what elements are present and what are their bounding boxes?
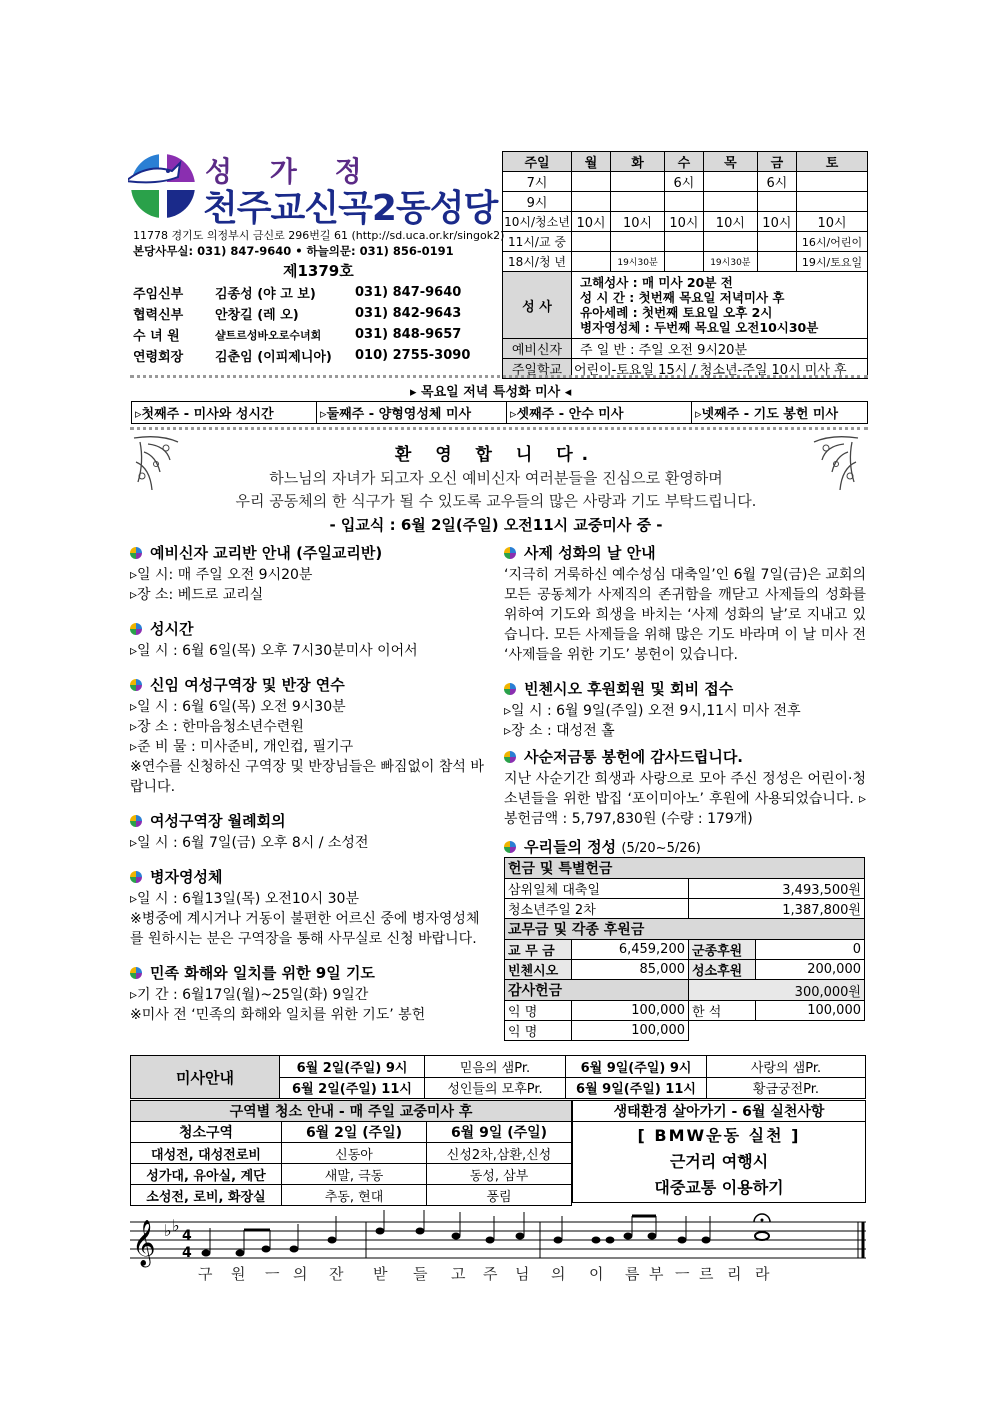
thursday-title: ▸ 목요일 저녁 특성화 미사 ◂ <box>410 385 572 400</box>
church-name-small: 성 가 정 <box>205 155 376 188</box>
thursday-row <box>132 402 868 424</box>
notice-title <box>130 811 490 831</box>
offering-item: 삼위일체 대축일 <box>505 879 689 899</box>
offering-row <box>505 1001 865 1021</box>
bullet-icon <box>504 683 516 695</box>
offering-section-title: 헌금 및 특별헌금 <box>505 858 865 879</box>
schedule-row <box>503 192 868 212</box>
lyric-syllable: 라 <box>755 1265 770 1283</box>
notice-title-text: 사제 성화의 날 안내 <box>524 544 656 562</box>
staff-row <box>133 303 470 324</box>
bullet-icon <box>130 547 142 559</box>
offering-row <box>505 960 865 980</box>
staff-role: 수 녀 원 <box>133 329 180 344</box>
notice-line: ▹장 소 : 한마음청소년수련원 <box>130 719 304 735</box>
cleaning-area: 소성전, 로비, 화장실 <box>131 1185 282 1206</box>
offering-row <box>505 879 865 899</box>
staff-row <box>133 345 470 366</box>
eco-line: [ BMW운동 실천 ] <box>637 1126 801 1145</box>
mass-row <box>131 1056 866 1078</box>
eco-body-row <box>573 1122 866 1203</box>
staff-phone: 031) 847-9640 <box>355 285 462 300</box>
staff-role: 연령회장 <box>133 350 184 365</box>
offering-table <box>504 857 865 1041</box>
lyric-syllable: 부 <box>649 1265 664 1283</box>
mass-date: 6월 9일(주일) 11시 <box>566 1077 707 1099</box>
flat-icon: ♭ <box>164 1221 172 1240</box>
welcome-title: 환 영 합 니 다. <box>394 445 598 465</box>
sacrament-item: 유아세례 : 첫번째 토요일 오후 2시 <box>580 305 773 320</box>
thursday-mass-table <box>131 401 868 424</box>
thursday-week: ▹셋째주 - 안수 미사 <box>507 402 692 424</box>
offering-amount: 100,000 <box>572 1001 689 1021</box>
address: 11778 경기도 의정부시 금신로 296번길 61 (http://sd.uca.or.kr/singok2) <box>133 229 505 242</box>
cleaning-table <box>130 1100 572 1206</box>
schedule-cell <box>704 172 758 192</box>
bullet-icon <box>130 679 142 691</box>
schedule-cell: 19시/토요일 <box>797 252 868 272</box>
notice-line: ※병중에 계시거나 거동이 불편한 어르신 중에 병자영성체를 원하시는 분은 구역장을 통해 사무실로 신청 바랍니다. <box>130 911 480 947</box>
cleaning-group: 동성, 삼부 <box>427 1164 572 1185</box>
cleaning-title: 구역별 청소 안내 - 매 주일 교중미사 후 <box>131 1101 572 1122</box>
sacrament-item: 병자영성체 : 두번째 목요일 오전10시30분 <box>580 320 819 335</box>
schedule-cell <box>611 192 665 212</box>
schedule-cell: 11시/교 중 <box>503 232 572 252</box>
staff-row <box>133 282 470 303</box>
time-signature: 4 <box>182 1245 192 1261</box>
schedule-cell: 10시 <box>611 212 665 232</box>
bullet-icon <box>504 751 516 763</box>
cleaning-row <box>131 1185 572 1206</box>
schedule-row <box>503 232 868 252</box>
catechumen-row <box>503 339 868 359</box>
staff-name: 샬트르성바오로수녀회 <box>215 328 322 342</box>
cleaning-header: 6월 2일 (주일) <box>282 1122 427 1143</box>
schedule-cell <box>611 172 665 192</box>
day-header: 토 <box>797 152 868 172</box>
eco-line: 근거리 여행시 <box>669 1152 769 1171</box>
lyric-syllable: 르 <box>699 1265 714 1283</box>
notice-title-text: 여성구역장 월례회의 <box>150 812 286 830</box>
offering-item: 청소년주일 2차 <box>505 899 689 919</box>
schedule-cell <box>757 232 796 252</box>
notice-title <box>130 867 490 887</box>
notice-title <box>504 679 866 699</box>
schedule-row <box>503 172 868 192</box>
notice-title <box>504 837 866 859</box>
schedule-cell <box>757 252 796 272</box>
schedule-header-row <box>503 152 868 172</box>
offering-section-row <box>505 980 865 1001</box>
notice-title-text: 민족 화해와 일치를 위한 9일 기도 <box>150 964 375 982</box>
schedule-cell: 10시/청소년 <box>503 212 572 232</box>
eco-title-row <box>573 1101 866 1122</box>
notice-line: ▹일 시 : 6월13일(목) 오전10시 30분 <box>130 891 359 907</box>
mass-guide-label: 미사안내 <box>131 1056 280 1099</box>
offering-amount: 6,459,200 <box>572 940 689 960</box>
offering-section-title: 교무금 및 각종 후원금 <box>505 919 865 940</box>
offering-item: 익 명 <box>505 1021 572 1041</box>
day-header: 주일 <box>503 152 572 172</box>
bullet-icon <box>504 841 516 853</box>
welcome-line: 우리 공동체의 한 식구가 될 수 있도록 교우들의 많은 사랑과 기도 부탁드립니다. <box>235 492 757 510</box>
offering-amount: 100,000 <box>756 1001 865 1021</box>
lyric-syllable: 주 <box>483 1265 498 1283</box>
notice-paragraph: ‘지극히 거룩하신 예수성심 대축일’인 6월 7일(금)은 교회의 모든 공동체가 사제직의 존귀함을 깨닫고 사제들의 성화를 위하여 기도와 희생을 바치는 ‘사제 성화의 날’로 지내고 있습니다. 모든 사제들을 위해 많은 기도 바라며 이 날 미사 전 ‘사제들을 위한 기도’ 봉헌이 있습니다. <box>504 567 866 663</box>
lyric-syllable: 름 <box>625 1265 640 1283</box>
cleaning-group: 추동, 현대 <box>282 1185 427 1206</box>
notice-title <box>504 543 866 563</box>
lyric-syllable: 의 <box>293 1265 308 1283</box>
notice-line: ▹일 시 : 6월 7일(금) 오후 8시 / 소성전 <box>130 835 369 851</box>
staff-phone: 031) 848-9657 <box>355 327 462 342</box>
church-logo-icon <box>128 151 198 221</box>
staff-phone: 031) 842-9643 <box>355 306 462 321</box>
day-header: 화 <box>611 152 665 172</box>
lyric-syllable: 의 <box>551 1265 566 1283</box>
hymn-lyrics <box>198 1263 775 1284</box>
cleaning-area: 대성전, 대성전로비 <box>131 1143 282 1164</box>
staff-phone: 010) 2755-3090 <box>355 348 471 363</box>
cleaning-header: 청소구역 <box>131 1122 282 1143</box>
cleaning-header: 6월 9일 (주일) <box>427 1122 572 1143</box>
notice-title <box>504 747 866 767</box>
notice-title <box>130 619 490 639</box>
eco-body <box>573 1122 866 1203</box>
notice-title <box>130 543 490 563</box>
cleaning-title-row <box>131 1101 572 1122</box>
bullet-icon <box>130 815 142 827</box>
cleaning-group: 풍림 <box>427 1185 572 1206</box>
sacrament-label: 성 사 <box>503 272 572 339</box>
offering-item: 빈첸시오 <box>505 960 572 980</box>
lyric-syllable: 구 <box>198 1265 213 1283</box>
offering-section-row <box>505 858 865 879</box>
notice-line: ▹일 시 : 6월 6일(목) 오전 9시30분 <box>130 699 346 715</box>
mass-guide-table <box>130 1055 866 1099</box>
notice-line: ▹기 간 : 6월17일(월)~25일(화) 9일간 <box>130 987 369 1003</box>
bullet-icon <box>504 547 516 559</box>
lyric-syllable: 리 <box>727 1265 742 1283</box>
offering-item: 한 석 <box>689 1001 756 1021</box>
schedule-cell <box>664 252 703 272</box>
offering-amount: 100,000 <box>572 1021 689 1041</box>
staff-role: 주임신부 <box>133 287 184 302</box>
offering-section-row <box>505 919 865 940</box>
schedule-cell: 10시 <box>664 212 703 232</box>
schedule-row <box>503 252 868 272</box>
notice-title-text: 우리들의 정성 <box>524 838 617 856</box>
mass-group: 성인들의 모후Pr. <box>425 1077 566 1099</box>
schedule-cell: 19시30분 <box>611 252 665 272</box>
cleaning-row <box>131 1143 572 1164</box>
day-header: 수 <box>664 152 703 172</box>
schedule-cell <box>611 232 665 252</box>
notice-title-text: 성시간 <box>150 620 194 638</box>
divider <box>130 427 868 430</box>
schedule-cell: 10시 <box>572 212 611 232</box>
notice-title <box>130 675 490 695</box>
offering-amount: 85,000 <box>572 960 689 980</box>
sacrament-item: 고해성사 : 매 미사 20분 전 <box>580 275 733 290</box>
offering-item: 익 명 <box>505 1001 572 1021</box>
offering-row <box>505 1021 865 1041</box>
lyric-syllable: 고 <box>451 1265 466 1283</box>
mass-date: 6월 2일(주일) 9시 <box>280 1056 425 1078</box>
schedule-cell: 16시/어린이 <box>797 232 868 252</box>
schedule-cell: 10시 <box>704 212 758 232</box>
welcome-section <box>0 440 992 535</box>
notice-title-text: 신임 여성구역장 및 반장 연수 <box>150 676 345 694</box>
notice-title <box>130 963 490 983</box>
right-notices <box>504 543 866 861</box>
staff-role: 협력신부 <box>133 308 184 323</box>
day-header: 목 <box>704 152 758 172</box>
mass-schedule-table <box>502 151 868 379</box>
offering-item: 교 무 금 <box>505 940 572 960</box>
issue-number: 제1379호 <box>283 262 354 280</box>
catechumen-label: 예비신자 <box>503 339 572 359</box>
offering-amount: 200,000 <box>756 960 865 980</box>
cleaning-group: 새말, 극동 <box>282 1164 427 1185</box>
lyric-syllable: 잔 <box>329 1265 344 1283</box>
thursday-week: ▹넷째주 - 기도 봉헌 미사 <box>692 402 868 424</box>
lyric-syllable: ㅡ <box>265 1265 280 1283</box>
day-header: 월 <box>572 152 611 172</box>
flat-icon: ♭ <box>172 1216 180 1235</box>
cleaning-group: 신동아 <box>282 1143 427 1164</box>
thursday-week: ▹첫째주 - 미사와 성시간 <box>132 402 317 424</box>
offering-row <box>505 940 865 960</box>
sunday-school-text: 어린이-토요일 15시 / 청소년-주일 10시 미사 후 <box>572 359 868 379</box>
offering-row <box>505 899 865 919</box>
lyric-syllable: 들 <box>413 1265 428 1283</box>
schedule-cell <box>664 232 703 252</box>
notice-line: ▹일 시: 매 주일 오전 9시20분 <box>130 567 313 583</box>
welcome-ceremony: - 입교식 : 6월 2일(주일) 오전11시 교중미사 중 - <box>329 516 663 534</box>
day-header: 금 <box>757 152 796 172</box>
schedule-cell: 6시 <box>757 172 796 192</box>
notice-line: ※미사 전 ‘민족의 화해와 일치를 위한 기도’ 봉헌 <box>130 1007 426 1023</box>
schedule-cell <box>572 252 611 272</box>
schedule-cell <box>572 172 611 192</box>
notice-title-text: 예비신자 교리반 안내 (주일교리반) <box>150 544 383 562</box>
schedule-cell: 6시 <box>664 172 703 192</box>
schedule-cell: 18시/청 년 <box>503 252 572 272</box>
bullet-icon <box>130 623 142 635</box>
mass-date: 6월 2일(주일) 11시 <box>280 1077 425 1099</box>
staff-name: 김춘임 (이피제니아) <box>215 350 332 365</box>
notice-line: ▹일 시 : 6월 9일(주일) 오전 9시,11시 미사 전후 <box>504 703 801 719</box>
offering-item <box>689 1021 756 1041</box>
offering-amount: 3,493,500원 <box>689 879 865 899</box>
sunday-school-label: 주일학교 <box>503 359 572 379</box>
offering-item: 성소후원 <box>689 960 756 980</box>
eco-table <box>572 1100 866 1203</box>
mass-group: 황금궁전Pr. <box>707 1077 866 1099</box>
notice-title-text: 사순저금통 봉헌에 감사드립니다. <box>524 748 744 766</box>
schedule-cell <box>757 192 796 212</box>
cleaning-area: 성가대, 유아실, 계단 <box>131 1164 282 1185</box>
schedule-cell: 19시30분 <box>704 252 758 272</box>
schedule-cell: 7시 <box>503 172 572 192</box>
time-signature: 4 <box>182 1228 192 1244</box>
cleaning-header-row <box>131 1122 572 1143</box>
schedule-cell <box>664 192 703 212</box>
schedule-cell: 9시 <box>503 192 572 212</box>
cleaning-group: 신성2차,삼환,신성 <box>427 1143 572 1164</box>
schedule-cell <box>572 192 611 212</box>
mass-group: 사랑의 샘Pr. <box>707 1056 866 1078</box>
schedule-cell <box>704 192 758 212</box>
divider <box>130 375 868 378</box>
notice-line: ▹장 소: 베드로 교리실 <box>130 587 264 603</box>
notice-title-text: 빈첸시오 후원회원 및 회비 접수 <box>524 680 734 698</box>
mass-date: 6월 9일(주일) 9시 <box>566 1056 707 1078</box>
eco-line: 대중교통 이용하기 <box>654 1178 784 1197</box>
eco-title: 생태환경 살아가기 - 6월 실천사항 <box>573 1101 866 1122</box>
offering-section-title: 감사헌금 <box>505 980 689 1001</box>
bullet-icon <box>130 967 142 979</box>
lyric-syllable: 받 <box>373 1265 388 1283</box>
offering-period: (5/20~5/26) <box>621 841 701 856</box>
staff-name: 김종성 (야 고 보) <box>215 287 316 302</box>
catechumen-text: 주 일 반 : 주일 오전 9시20분 <box>572 339 868 359</box>
schedule-cell <box>797 192 868 212</box>
staff-row <box>133 324 470 345</box>
staff-table <box>133 282 470 366</box>
bullet-icon <box>130 871 142 883</box>
staff-name: 안창길 (레 오) <box>215 308 299 323</box>
treble-clef-icon: 𝄞 <box>132 1220 156 1266</box>
lyric-syllable: ㅡ <box>675 1265 690 1283</box>
notice-line: ※연수를 신청하신 구역장 및 반장님들은 빠짐없이 참석 바랍니다. <box>130 759 484 795</box>
schedule-row <box>503 212 868 232</box>
cleaning-row <box>131 1164 572 1185</box>
notice-line: ▹일 시 : 6월 6일(목) 오후 7시30분미사 이어서 <box>130 643 418 659</box>
notice-line: ▹준 비 물 : 미사준비, 개인컵, 필기구 <box>130 739 354 755</box>
schedule-cell <box>572 232 611 252</box>
schedule-cell <box>704 232 758 252</box>
lyric-syllable: 님 <box>515 1265 530 1283</box>
lyric-syllable: 이 <box>589 1265 604 1283</box>
schedule-cell: 10시 <box>757 212 796 232</box>
offering-amount: 0 <box>756 940 865 960</box>
offering-item: 군종후원 <box>689 940 756 960</box>
thursday-week: ▹둘째주 - 양형영성체 미사 <box>317 402 507 424</box>
mass-group: 믿음의 샘Pr. <box>425 1056 566 1078</box>
sacrament-row <box>503 272 868 339</box>
schedule-cell: 10시 <box>797 212 868 232</box>
sacrament-list <box>572 272 868 339</box>
notice-paragraph: 지난 사순기간 희생과 사랑으로 모아 주신 정성은 어린이·청소년들을 위한 밥집 ‘포이미아노’ 후원에 사용되었습니다. ▹봉헌금액 : 5,797,830원 (수량 : 179개) <box>504 771 866 827</box>
notice-line: ▹장 소 : 대성전 홀 <box>504 723 615 739</box>
left-notices <box>130 543 490 1025</box>
notice-title-text: 병자영성체 <box>150 868 223 886</box>
offering-total: 300,000원 <box>689 980 865 1001</box>
church-name: 천주교신곡2동성당 <box>203 188 498 229</box>
sacrament-item: 성 시 간 : 첫번째 목요일 저녁미사 후 <box>580 290 785 305</box>
office-phones: 본당사무실: 031) 847-9640 • 하늘의문: 031) 856-0191 <box>133 244 454 258</box>
schedule-cell <box>797 172 868 192</box>
welcome-line: 하느님의 자녀가 되고자 오신 예비신자 여러분들을 진심으로 환영하며 <box>269 469 723 487</box>
offering-amount: 1,387,800원 <box>689 899 865 919</box>
lyric-syllable: 원 <box>231 1265 246 1283</box>
offering-amount <box>756 1021 865 1041</box>
